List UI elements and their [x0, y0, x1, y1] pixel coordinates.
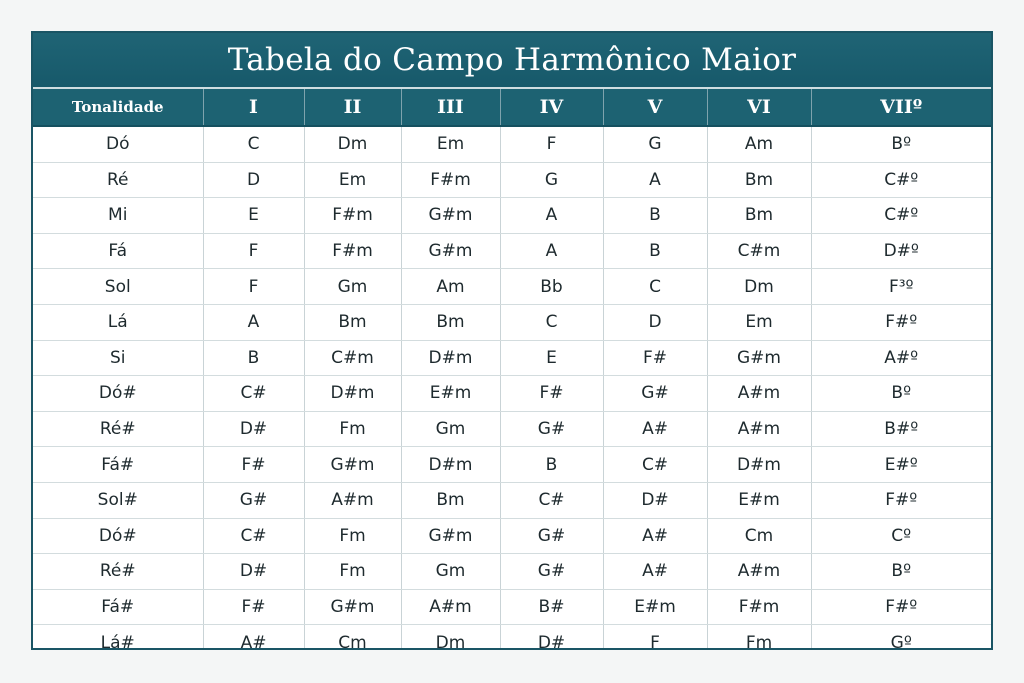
- table-row: [33, 233, 991, 269]
- table-row: [33, 554, 991, 590]
- table-row: [33, 411, 991, 447]
- chord-cell: A: [500, 198, 603, 234]
- chord-cell: Gm: [401, 411, 500, 447]
- title-bar: [33, 33, 991, 89]
- key-cell: Mi: [33, 198, 203, 234]
- chord-cell: C: [500, 304, 603, 340]
- chord-cell: C#: [500, 482, 603, 518]
- chord-cell: G#: [500, 518, 603, 554]
- chord-cell: G#: [203, 482, 304, 518]
- column-header-degree: III: [401, 89, 500, 126]
- chord-cell: A#º: [811, 340, 991, 376]
- chord-cell: A#m: [707, 554, 811, 590]
- key-cell: Ré: [33, 162, 203, 198]
- column-header-degree: I: [203, 89, 304, 126]
- column-header-degree: V: [603, 89, 707, 126]
- chord-cell: G#: [500, 554, 603, 590]
- page-title: Tabela do Campo Harmônico Maior: [227, 42, 797, 78]
- key-cell: Fá: [33, 233, 203, 269]
- chord-cell: Cº: [811, 518, 991, 554]
- table-row: [33, 376, 991, 412]
- chord-cell: D#º: [811, 233, 991, 269]
- chord-cell: G#m: [401, 198, 500, 234]
- chord-cell: Cm: [304, 625, 401, 650]
- chord-cell: A#m: [304, 482, 401, 518]
- key-cell: Lá#: [33, 625, 203, 650]
- chord-cell: B: [500, 447, 603, 483]
- chord-cell: C#: [203, 518, 304, 554]
- chord-cell: A#m: [707, 376, 811, 412]
- chord-cell: Dm: [304, 126, 401, 162]
- chord-cell: F: [203, 269, 304, 305]
- chord-cell: C#º: [811, 198, 991, 234]
- chord-cell: D#: [603, 482, 707, 518]
- table-row: [33, 198, 991, 234]
- key-cell: Ré#: [33, 554, 203, 590]
- key-cell: Dó#: [33, 518, 203, 554]
- chord-cell: D#m: [304, 376, 401, 412]
- chord-cell: E#m: [603, 589, 707, 625]
- chord-cell: C#: [203, 376, 304, 412]
- chord-cell: Fm: [304, 411, 401, 447]
- table-row: [33, 447, 991, 483]
- chord-cell: C#m: [304, 340, 401, 376]
- chord-cell: A#: [603, 518, 707, 554]
- chord-cell: D#: [203, 411, 304, 447]
- column-header-degree: II: [304, 89, 401, 126]
- chord-cell: F: [500, 126, 603, 162]
- chord-cell: D: [603, 304, 707, 340]
- chord-cell: Gm: [304, 269, 401, 305]
- column-header-key: Tonalidade: [33, 89, 203, 126]
- chord-cell: G#m: [401, 233, 500, 269]
- chord-cell: B: [603, 233, 707, 269]
- chord-cell: F#m: [304, 198, 401, 234]
- chord-cell: F: [203, 233, 304, 269]
- chord-cell: F#: [203, 447, 304, 483]
- chord-cell: Dm: [401, 625, 500, 650]
- table-row: [33, 304, 991, 340]
- chord-cell: Am: [707, 126, 811, 162]
- key-cell: Dó: [33, 126, 203, 162]
- header-row: [33, 89, 991, 126]
- chord-cell: D#m: [401, 447, 500, 483]
- chord-cell: D: [203, 162, 304, 198]
- chord-cell: G#: [603, 376, 707, 412]
- chord-cell: Bm: [707, 198, 811, 234]
- key-cell: Lá: [33, 304, 203, 340]
- chord-cell: D#: [500, 625, 603, 650]
- key-cell: Sol#: [33, 482, 203, 518]
- column-header-degree: VIIº: [811, 89, 991, 126]
- chord-cell: G#m: [707, 340, 811, 376]
- chord-cell: E: [203, 198, 304, 234]
- table-row: [33, 340, 991, 376]
- table-body: [33, 126, 991, 650]
- chord-cell: Em: [401, 126, 500, 162]
- chord-cell: Fm: [707, 625, 811, 650]
- chord-cell: Em: [707, 304, 811, 340]
- chord-cell: B#º: [811, 411, 991, 447]
- column-header-degree: VI: [707, 89, 811, 126]
- chord-cell: Fm: [304, 518, 401, 554]
- chord-cell: F#: [603, 340, 707, 376]
- chord-cell: B: [603, 198, 707, 234]
- chord-cell: F#: [500, 376, 603, 412]
- chord-cell: Gm: [401, 554, 500, 590]
- chord-cell: Bm: [304, 304, 401, 340]
- chord-cell: F: [603, 625, 707, 650]
- chord-cell: E: [500, 340, 603, 376]
- chord-cell: Bº: [811, 376, 991, 412]
- key-cell: Si: [33, 340, 203, 376]
- chord-cell: C: [603, 269, 707, 305]
- chord-cell: Em: [304, 162, 401, 198]
- chord-cell: A#: [603, 411, 707, 447]
- chord-cell: G: [500, 162, 603, 198]
- chord-cell: Cm: [707, 518, 811, 554]
- chord-cell: F#m: [707, 589, 811, 625]
- chord-cell: Am: [401, 269, 500, 305]
- key-cell: Sol: [33, 269, 203, 305]
- chord-cell: A: [500, 233, 603, 269]
- table-row: [33, 162, 991, 198]
- chord-cell: A#: [203, 625, 304, 650]
- chord-cell: D#m: [401, 340, 500, 376]
- chord-cell: Bb: [500, 269, 603, 305]
- chord-cell: F#º: [811, 589, 991, 625]
- table-header: [33, 89, 991, 126]
- chord-cell: Bm: [401, 304, 500, 340]
- chord-cell: Bº: [811, 554, 991, 590]
- chord-cell: G: [603, 126, 707, 162]
- table-row: [33, 625, 991, 650]
- chord-cell: F#º: [811, 482, 991, 518]
- chord-cell: A: [203, 304, 304, 340]
- chord-cell: F#º: [811, 304, 991, 340]
- chord-cell: G#: [500, 411, 603, 447]
- chord-cell: A#m: [707, 411, 811, 447]
- chord-cell: G#m: [401, 518, 500, 554]
- chord-cell: C#m: [707, 233, 811, 269]
- chord-cell: Dm: [707, 269, 811, 305]
- chord-cell: F#m: [401, 162, 500, 198]
- chord-cell: G#m: [304, 589, 401, 625]
- chord-cell: A#m: [401, 589, 500, 625]
- chord-cell: F#: [203, 589, 304, 625]
- table-row: [33, 589, 991, 625]
- table-row: [33, 482, 991, 518]
- chord-cell: E#m: [401, 376, 500, 412]
- chord-cell: C#: [603, 447, 707, 483]
- chord-cell: E#º: [811, 447, 991, 483]
- chord-cell: F³º: [811, 269, 991, 305]
- chord-cell: E#m: [707, 482, 811, 518]
- column-header-degree: IV: [500, 89, 603, 126]
- chord-cell: G#m: [304, 447, 401, 483]
- chord-table-sheet: [31, 31, 993, 650]
- key-cell: Fá#: [33, 589, 203, 625]
- chord-cell: B: [203, 340, 304, 376]
- table-row: [33, 126, 991, 162]
- chord-cell: D#: [203, 554, 304, 590]
- chord-cell: Fm: [304, 554, 401, 590]
- chord-cell: A: [603, 162, 707, 198]
- chord-cell: F#m: [304, 233, 401, 269]
- chord-cell: B#: [500, 589, 603, 625]
- chord-cell: C: [203, 126, 304, 162]
- key-cell: Ré#: [33, 411, 203, 447]
- harmonic-field-table: [33, 89, 991, 650]
- chord-cell: Bm: [707, 162, 811, 198]
- table-row: [33, 269, 991, 305]
- chord-cell: A#: [603, 554, 707, 590]
- chord-cell: C#º: [811, 162, 991, 198]
- chord-cell: Gº: [890, 632, 912, 650]
- key-cell: Dó#: [33, 376, 203, 412]
- chord-cell: Bº: [811, 126, 991, 162]
- chord-cell: Bm: [401, 482, 500, 518]
- chord-cell: D#m: [707, 447, 811, 483]
- table-row: [33, 518, 991, 554]
- key-cell: Fá#: [33, 447, 203, 483]
